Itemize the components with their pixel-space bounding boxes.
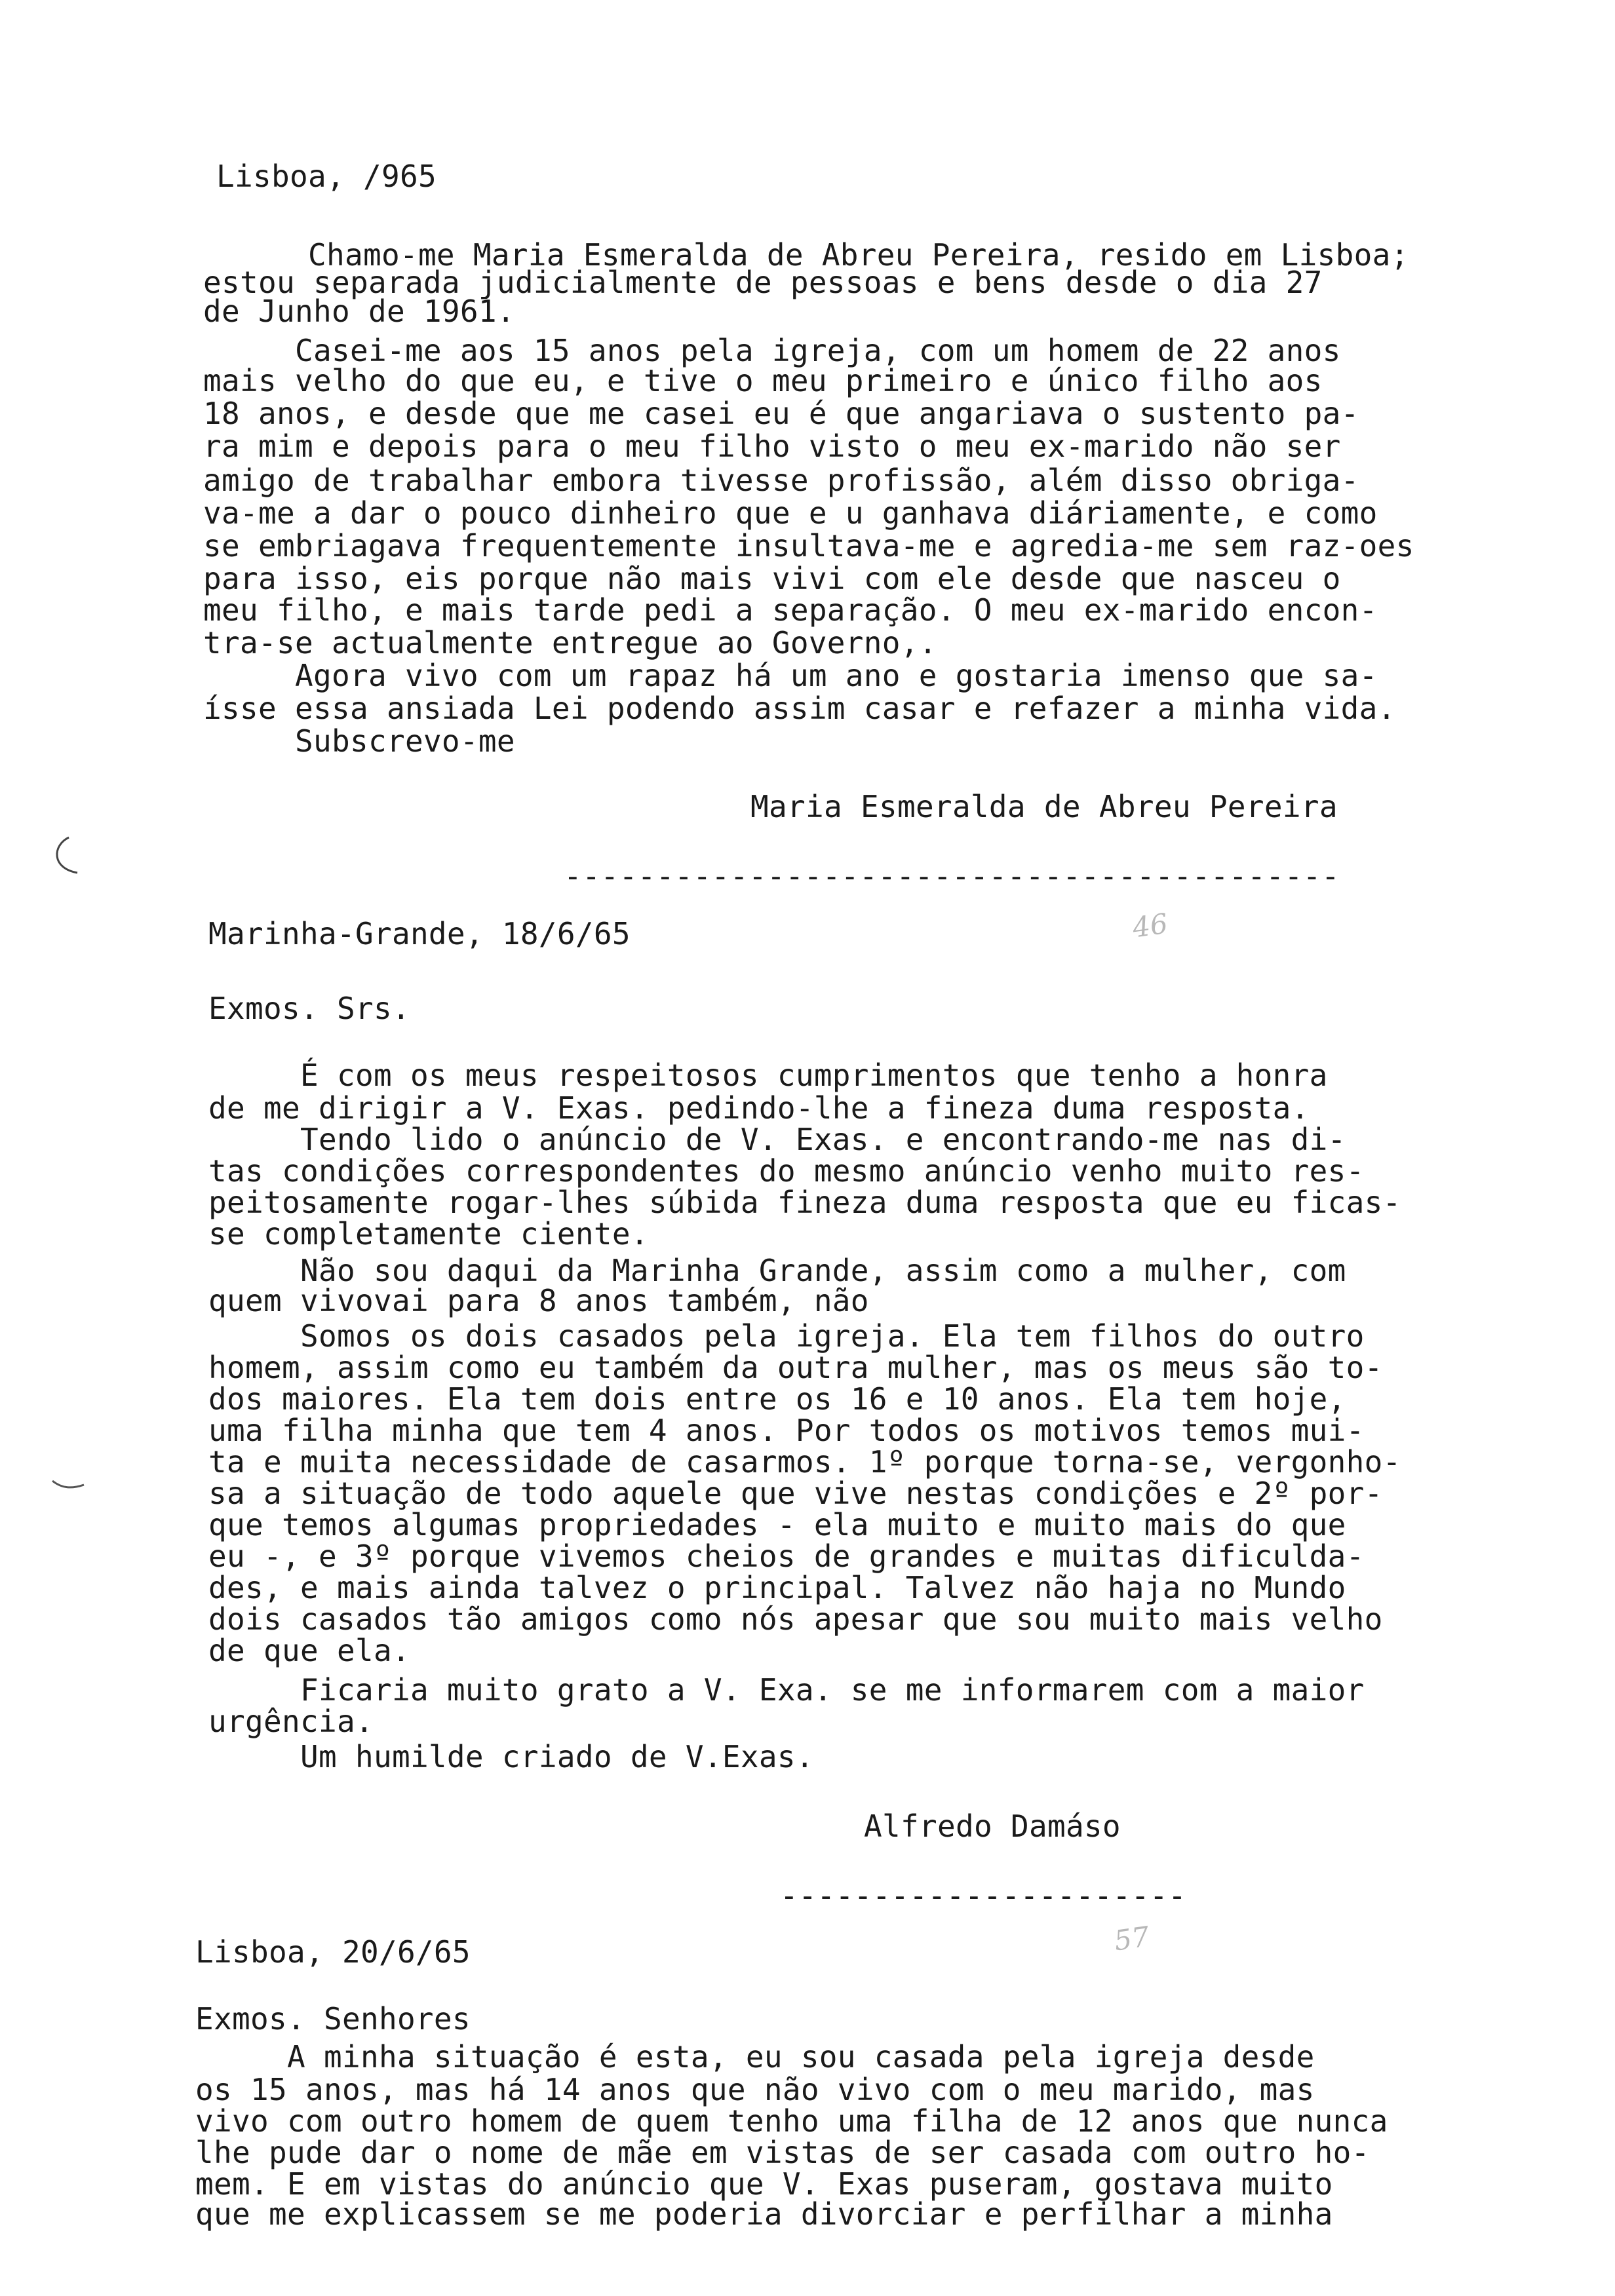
letter1-signature: Maria Esmeralda de Abreu Pereira [750,789,1338,824]
letter1-line: tra-se actualmente entregue ao Governo,. [203,625,937,660]
letter2-line: urgência. [208,1704,374,1739]
letter1-line: meu filho, e mais tarde pedi a separação. O meu ex-marido encon- [203,592,1378,628]
letter2-line: de me dirigir a V. Exas. pedindo-lhe a fineza duma resposta. [208,1090,1310,1126]
letter2-line: uma filha minha que tem 4 anos. Por todos os motivos temos mui- [208,1413,1365,1448]
letter2-line: É com os meus respeitosos cumprimentos que tenho a honra [208,1058,1328,1093]
letter3-line: vivo com outro homem de quem tenho uma filha de 12 anos que nunca [195,2103,1388,2139]
letter1-line: de Junho de 1961. [203,294,515,329]
letter2-signature: Alfredo Damáso [864,1808,1121,1844]
letter2-place-date: Marinha-Grande, 18/6/65 [208,916,631,951]
letter2-line: Um humilde criado de V.Exas. [208,1739,814,1774]
letter2-line: quem vivovai para 8 anos também, não [208,1283,869,1318]
letter1-line: ísse essa ansiada Lei podendo assim casar e refazer a minha vida. [203,691,1396,726]
page-number-mark: 57 [1112,1920,1152,1957]
letter2-line: dois casados tão amigos como nós apesar que sou muito mais velho [208,1601,1383,1637]
letter3-line: os 15 anos, mas há 14 anos que não vivo com o meu marido, mas [195,2072,1315,2107]
letter2-line: peitosamente rogar-lhes súbida fineza duma resposta que eu ficas- [208,1185,1401,1220]
letter2-separator: ---------------------- [780,1878,1187,1913]
letter2-line: de que ela. [208,1633,410,1668]
letter2-line: ta e muita necessidade de casarmos. 1º porque torna-se, vergonho- [208,1444,1401,1480]
letter2-line: tas condições correspondentes do mesmo anúncio venho muito res- [208,1153,1365,1189]
letter1-separator: ------------------------------------------ [564,858,1340,894]
letter1-line: ra mim e depois para o meu filho visto o meu ex-marido não ser [203,429,1341,464]
margin-bracket-mark [39,832,92,885]
letter2-line: dos maiores. Ela tem dois entre os 16 e 10 anos. Ela tem hoje, [208,1381,1346,1417]
letter2-line: que temos algumas propriedades - ela muito e muito mais do que [208,1507,1346,1542]
letter1-line: estou separada judicialmente de pessoas e bens desde o dia 27 [203,265,1323,300]
letter2-line: Tendo lido o anúncio de V. Exas. e encontrando-me nas di- [208,1122,1346,1157]
letter1-place-date: Lisboa, /965 [216,159,437,194]
letter2-line: homem, assim como eu também da outra mulher, mas os meus são to- [208,1350,1383,1385]
letter1-line: Subscrevo-me [203,723,515,759]
letter1-line: Casei-me aos 15 anos pela igreja, com um homem de 22 anos [203,333,1341,368]
letter2-line: des, e mais ainda talvez o principal. Talvez não haja no Mundo [208,1570,1346,1605]
letter3-line: mem. E em vistas do anúncio que V. Exas puseram, gostava muito [195,2166,1333,2202]
page-number-mark: 46 [1130,907,1170,944]
letter1-line: Chamo-me Maria Esmeralda de Abreu Pereira, resido em Lisboa; [216,237,1409,273]
margin-dash-mark [46,1468,92,1501]
letter1-line: mais velho do que eu, e tive o meu primeiro e único filho aos [203,363,1323,398]
letter2-line: Ficaria muito grato a V. Exa. se me informarem com a maior [208,1672,1365,1708]
letter2-line: sa a situação de todo aquele que vive nestas condições e 2º por- [208,1476,1383,1511]
letter3-salutation: Exmos. Senhores [195,2001,471,2037]
letter1-line: para isso, eis porque não mais vivi com ele desde que nasceu o [203,561,1341,596]
letter1-line: se embriagava frequentemente insultava-me e agredia-me sem raz-oes [203,528,1414,564]
letter1-line: 18 anos, e desde que me casei eu é que angariava o sustento pa- [203,396,1359,431]
letter3-line: A minha situação é esta, eu sou casada pela igreja desde [195,2039,1315,2075]
letter1-line: amigo de trabalhar embora tivesse profissão, além disso obriga- [203,463,1359,498]
letter1-line: va-me a dar o pouco dinheiro que e u ganhava diáriamente, e como [203,495,1378,531]
letter1-line: Agora vivo com um rapaz há um ano e gostaria imenso que sa- [203,658,1378,693]
letter3-line: lhe pude dar o nome de mãe em vistas de ser casada com outro ho- [195,2135,1370,2170]
letter2-line: Somos os dois casados pela igreja. Ela tem filhos do outro [208,1318,1365,1354]
letter3-line: que me explicassem se me poderia divorciar e perfilhar a minha [195,2196,1333,2232]
letter3-place-date: Lisboa, 20/6/65 [195,1934,471,1970]
letter2-salutation: Exmos. Srs. [208,991,410,1026]
letter2-line: Não sou daqui da Marinha Grande, assim como a mulher, com [208,1253,1346,1288]
letter2-line: se completamente ciente. [208,1216,649,1252]
letter2-line: eu -, e 3º porque vivemos cheios de grandes e muitas dificulda- [208,1539,1365,1574]
